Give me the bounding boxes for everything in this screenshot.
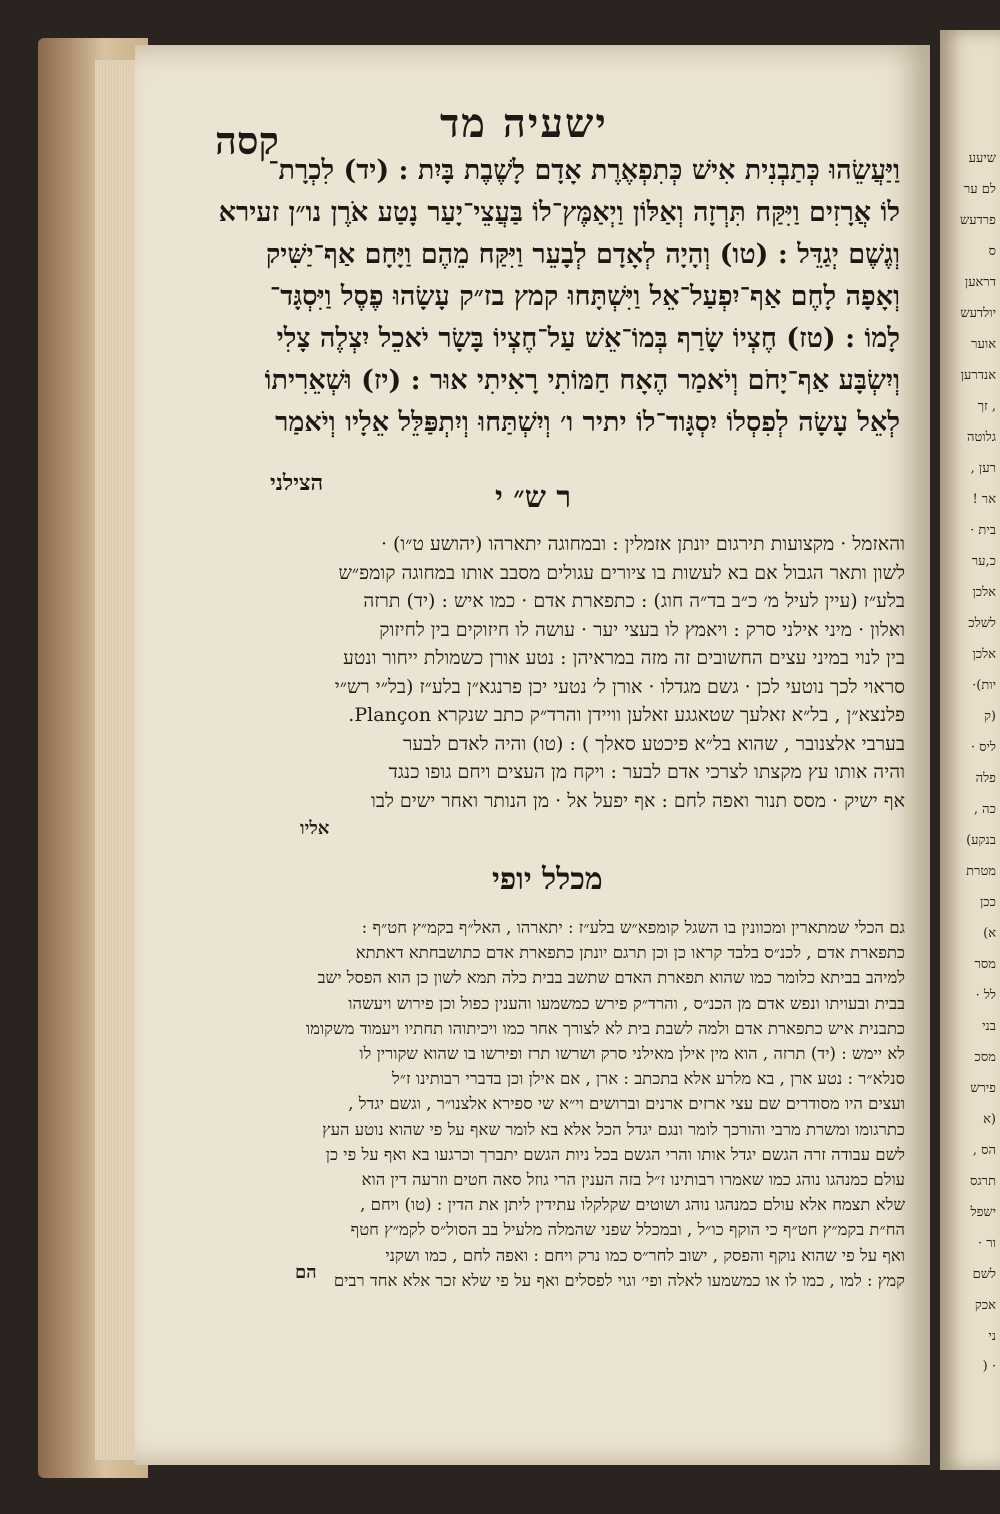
commentary-line: לא יימש : (יד) תרזה , הוא מין אילן מאילני סרק ושרשו תרז ופירשו בו שהוא שקורין לו [359, 1044, 905, 1064]
commentary-line: פלנצא״ן , בל״א זאלעך שטאגגע זאלען וויידן והרד״ק כתב שנקרא Plançon. [348, 704, 905, 726]
right-page-text-fragment: לל · [975, 988, 996, 1003]
running-header: ישעיה מד [440, 100, 608, 147]
commentary-line: בבית ובעויתו ונפש אדם מן הכנ״ס , והרד״ק פירש כמשמעו והענין כפול וכן פירוש ויעשהו [348, 993, 905, 1013]
commentary-line: אף ישיק · מסס תנור ואפה לחם : אף יפעל אל · מן הנותר ואחר ישים לבו [370, 789, 905, 812]
right-page-text-fragment: ור · [978, 1236, 996, 1251]
verse-line: לוֹ אֲרָזִים וַיִּקַּח תִּרְזָה וְאַלּוֹן וַיְאַמֶּץ־לוֹ בַּעֲצֵי־יָעַר נָטַע אֹרֶן נו״ן זעירא [218, 197, 900, 228]
right-page-text-fragment: אכק [974, 1298, 996, 1313]
page-stack-edge [95, 60, 140, 1460]
right-page-text-fragment: , זך [977, 399, 996, 414]
right-page-text-fragment: לשם [972, 1267, 996, 1282]
right-page-text-fragment: גלוטה [966, 430, 996, 445]
right-page-text-fragment: ככן [979, 895, 996, 910]
commentary-line: עולם כמנהגו נוהג כמו שאמרו רבותינו ז״ל בזה הענין הרי גוזל סאה חטים וזרעה דין הוא [361, 1170, 905, 1190]
right-page-text-fragment: (ק [983, 709, 996, 724]
commentary-line: ואלון · מיני אילני סרק : ויאמץ לו בעצי יער · עושה לו חיזוקים בין לחיזוק [379, 618, 905, 641]
right-page-text-fragment: לם ער [963, 182, 996, 197]
commentary-line: כתפארת אדם , לכנ״ס בלבד קראו כן וכן תרגם יונתן כתפארת אדם כתושבחתא דאתתא [355, 943, 905, 963]
right-page-text-fragment: כ,ער [971, 554, 996, 569]
commentary-line: סנלא״ר : נטע ארן , בא מלרע אלא בתכתב : ארן , אם אילן וכן בדברי רבותינו ז״ל [392, 1069, 905, 1089]
mikhlal-yofi-commentary [205, 915, 905, 1293]
right-page-text-fragment: אר ! [972, 492, 996, 507]
commentary-line: קמץ : למו , כמו לו או כמשמעו לאלה ופי׳ וגוי לפסלים ואף על פי שלא זכר אלא אחד רבים [333, 1270, 905, 1290]
right-page-text-fragment: ני [988, 1329, 996, 1344]
verses-catchword: הצילני [270, 470, 324, 496]
commentary-line: בערבי אלצנובר , שהוא בל״א פיכטע סאלך ) : (טו) והיה לאדם לבער [403, 732, 905, 755]
verse-line: וְגֶשֶׁם יְגַדֵּל : (טו) וְהָיָה לְאָדָם לְבָעֵר וַיִּקַּח מֵהֶם וַיָּחָם אַף־יַשִּׁיק [265, 239, 900, 270]
commentary-line: שלא תצמח אלא עולם כמנהגו נוהג ושוטים שקלקלו עתידין ליתן את הדין : (טו) ויחם , [360, 1195, 905, 1215]
commentary-line: למיהב בביתא כלומר כמו שהוא תפארת האדם שתשב בבית כלה תמא לשון כן הוא הפסל ישב [317, 968, 905, 988]
commentary-line: בלע״ז (עיין לעיל מ׳ כ״ב בד״ה חוג) : כתפארת אדם · כמו איש : (יד) תרזה [363, 590, 905, 612]
commentary-line: והיה אותו עץ מקצתו לצרכי אדם לבער : ויקח מן העצים ויחם גופו כנגד [388, 761, 905, 783]
right-page-text-fragment: לשלכ [968, 616, 996, 631]
right-page-text-fragment: הס , [972, 1143, 996, 1158]
commentary-line: לשון ותאר הגבול אם בא לעשות בו ציורים עגולים מסבב אותו במחוגה קומפ״ש [338, 561, 905, 584]
right-page-text-fragment: ס [988, 244, 996, 259]
right-page-text-fragment: בנקע) [966, 833, 996, 848]
right-page-text-fragment: (א [983, 1112, 996, 1127]
right-page-text-fragment: דראען [964, 275, 996, 290]
right-page-text-fragment: מסכ [974, 1050, 996, 1065]
right-page-text-fragment: פלה [975, 771, 996, 786]
right-page-text-fragment: אלכן [972, 585, 996, 600]
right-page-text-fragment: · ( [982, 1359, 996, 1374]
right-page-text-fragment: תרגס [970, 1174, 996, 1189]
commentary-line: סראוי לכך נוטעי לכן · גשם מגדלו · אורן ל׳ נטעי יכן פרנגא״ן בלע״ז (בל״י רש״י [334, 675, 905, 698]
verse-line: לְאֵל עָשָׂה לְפִסְלוֹ יִסְגָּוד־לוֹ יתיר ו׳ וְיִשְׁתַּחוּ וְיִתְפַּלֵּל אֵלָיו וְיֹאמַר [275, 407, 900, 438]
commentary-line: ואף על פי שהוא נוקף והפסק , ישוב לחר״ס כמו נרק ויחם : ואפה לחם , כמו ושקני [385, 1245, 905, 1265]
right-page-text-fragment: כה , [973, 802, 996, 817]
right-page-text-fragment: בית · [970, 523, 996, 538]
page-number: קסה [215, 118, 279, 163]
rashi-commentary [205, 530, 905, 815]
right-page-text-fragment: פרדעש [959, 213, 996, 228]
right-page-text-fragment: מסר [974, 957, 996, 972]
right-page-text-fragment: אנדרען [960, 368, 996, 383]
rashi-heading: ר ש״ י [495, 480, 572, 515]
commentary-line: כתבנית איש כתפארת אדם ולמה לשבת בית לא לצורך אחר כמו ויכיתוהו תחתיו ויעמוד משקומו [305, 1018, 905, 1038]
right-page-text-fragment: רען , [970, 461, 996, 476]
right-page-text-fragment: פירש [970, 1081, 996, 1096]
verse-line: וַיַּעֲשֵׂהוּ כְּתַבְנִית אִישׁ כְּתִפְאֶרֶת אָדָם לָשֶׁבֶת בָּיִת : (יד) לִכְרָת־ [268, 155, 900, 186]
commentary-line: כתרגומו ומשרת מרבי והורכך לומר ונגם יגדל הכל אלא בא לומר שאף על פי שהוא נוטע העץ [322, 1119, 905, 1139]
right-page-text-fragment: יות)· [972, 678, 996, 693]
commentary-line: לשם עבודה זרה הגשם יגדל אותו והרי הגשם בכל ניות הגשם יתברך וכרגעו בא ואף על פי כן [325, 1144, 905, 1164]
right-page-text-fragment: א) [983, 926, 996, 941]
right-page-text-fragment: מטרת [966, 864, 996, 879]
right-page-text-fragment: אוער [971, 337, 996, 352]
right-page-text-fragment: אלכן [972, 647, 996, 662]
right-page-text-fragment: יולדעש [960, 306, 996, 321]
right-page-fragment [940, 30, 1000, 1470]
right-page-text-fragment: ישפל [970, 1205, 996, 1220]
commentary-line: הח״ת בקמ״ץ חט״ף כי הוקף כו״ל , ובמכלל שפני שהמלה מלעיל בב הסול״ס לקמ״ץ חטף [350, 1220, 905, 1240]
verse-line: וְיִשְׂבָּע אַף־יָחֹם וְיֹאמַר הֶאָח חַמּוֹתִי רָאִיתִי אוּר : (יז) וּשְׁאֵרִיתוֹ [264, 365, 900, 396]
biblical-text [210, 150, 900, 444]
mikhlal-yofi-heading: מכלל יופי [492, 862, 603, 897]
verse-line: וְאָפָה לָחֶם אַף־יִפְעַל־אֵל וַיִּשְׁתָּחוּ קמץ בז״ק עָשָׂהוּ פֶסֶל וַיִּסְגָּד־ [269, 281, 900, 312]
right-page-text-fragment: בני [982, 1019, 996, 1034]
commentary-line: בין לנוי במיני עצים החשובים זה מזה במראיהן : נטע אורן כשמולת ייחור ונטע [343, 647, 905, 669]
right-page-text-fragment: שיעע [968, 151, 996, 166]
commentary-line: והאזמל · מקצועות תירגום יונתן אזמלין : ובמחוגה יתארהו (יהושע ט״ו) · [380, 533, 905, 555]
right-page-text-fragment: ליס · [970, 740, 996, 755]
verse-line: לָמוֹ : (טז) חֶצְיוֹ שָׂרַף בְּמוֹ־אֵשׁ עַל־חֶצְיוֹ בָּשָׂר יֹאכֵל יִצְלֶה צָלִי [276, 323, 900, 354]
rashi-catchword: אליו [300, 818, 330, 839]
commentary-line: ועצים היו מסודרים שם עצי ארזים ארנים וברושים וי״א שי ספירא אלצנו״ר , וגשם יגדל , [348, 1094, 905, 1114]
commentary-line: גם הכלי שמתארין ומכוונין בו השגל קומפא״ש בלע״ז : יתארהו , האל״ף בקמ״ץ חט״ף : [361, 918, 905, 937]
mikhlal-catchword: הם [295, 1262, 317, 1283]
